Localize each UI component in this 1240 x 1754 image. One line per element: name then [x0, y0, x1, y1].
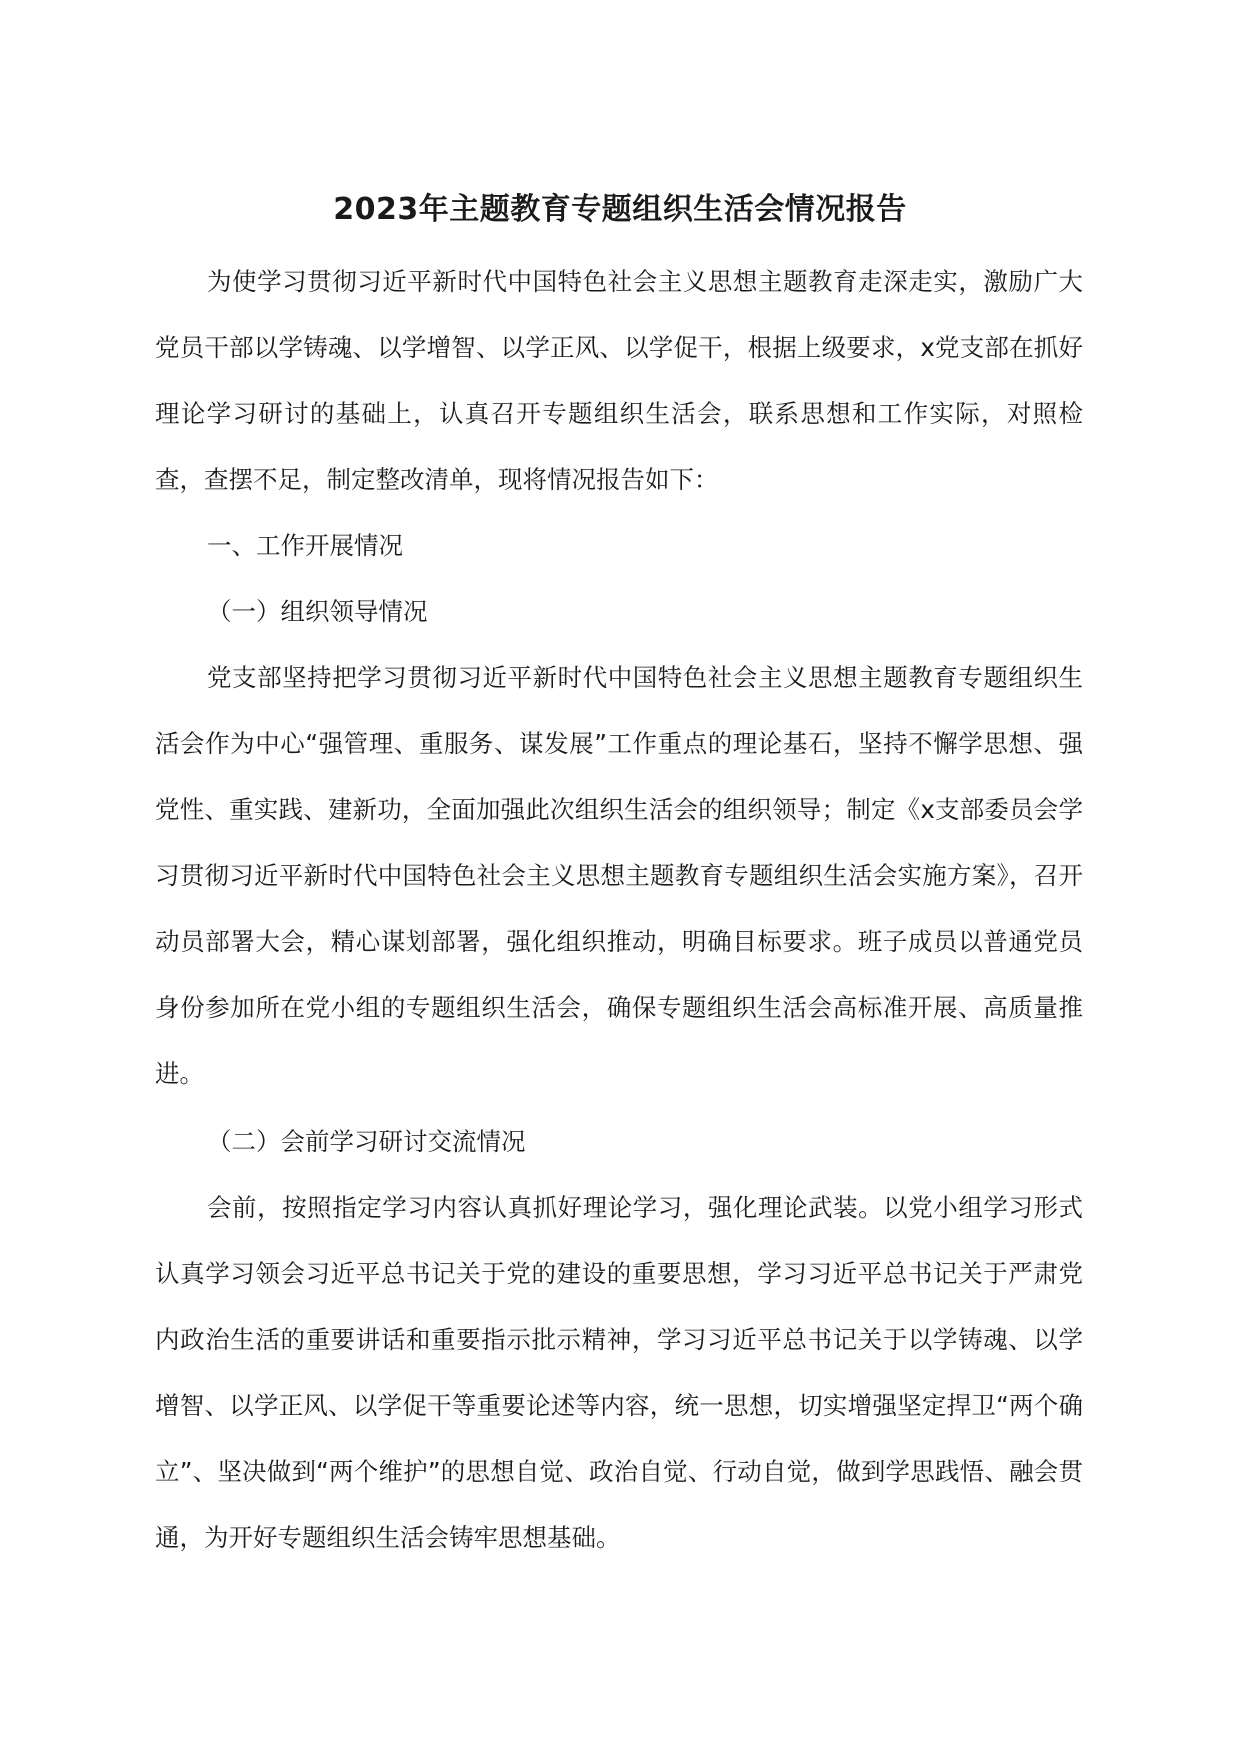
intro-paragraph: 为使学习贯彻习近平新时代中国特色社会主义思想主题教育走深走实，激励广大党员干部以学铸魂、以学增智、以学正风、以学促干，根据上级要求，x党支部在抓好理论学习研讨的基础上，认真召开专题组织生活会，联系思想和工作实际，对照检查，查摆不足，制定整改清单，现将情况报告如下：	[155, 267, 1083, 494]
subsection-heading-1: （一）组织领导情况	[207, 597, 428, 626]
subsection-1-paragraph: 党支部坚持把学习贯彻习近平新时代中国特色社会主义思想主题教育专题组织生活会作为中心“强管理、重服务、谋发展”工作重点的理论基石，坚持不懈学思想、强党性、重实践、建新功，全面加强此次组织生活会的组织领导；制定《x支部委员会学习贯彻习近平新时代中国特色社会主义思想主题教育专题组织生活会实施方案》，召开动员部署大会，精心谋划部署，强化组织推动，明确目标要求。班子成员以普通党员身份参加所在党小组的专题组织生活会，确保专题组织生活会高标准开展、高质量推进。	[155, 663, 1083, 1088]
document-title: 2023年主题教育专题组织生活会情况报告	[333, 192, 907, 227]
subsection-2-paragraph: 会前，按照指定学习内容认真抓好理论学习，强化理论武装。以党小组学习形式认真学习领会习近平总书记关于党的建设的重要思想，学习习近平总书记关于严肃党内政治生活的重要讲话和重要指示批示精神，学习习近平总书记关于以学铸魂、以学增智、以学正风、以学促干等重要论述等内容，统一思想，切实增强坚定捍卫“两个确立”、坚决做到“两个维护”的思想自觉、政治自觉、行动自觉，做到学思践悟、融会贯通，为开好专题组织生活会铸牢思想基础。	[155, 1193, 1083, 1552]
section-heading-1: 一、工作开展情况	[207, 531, 403, 560]
subsection-heading-2: （二）会前学习研讨交流情况	[207, 1127, 526, 1156]
